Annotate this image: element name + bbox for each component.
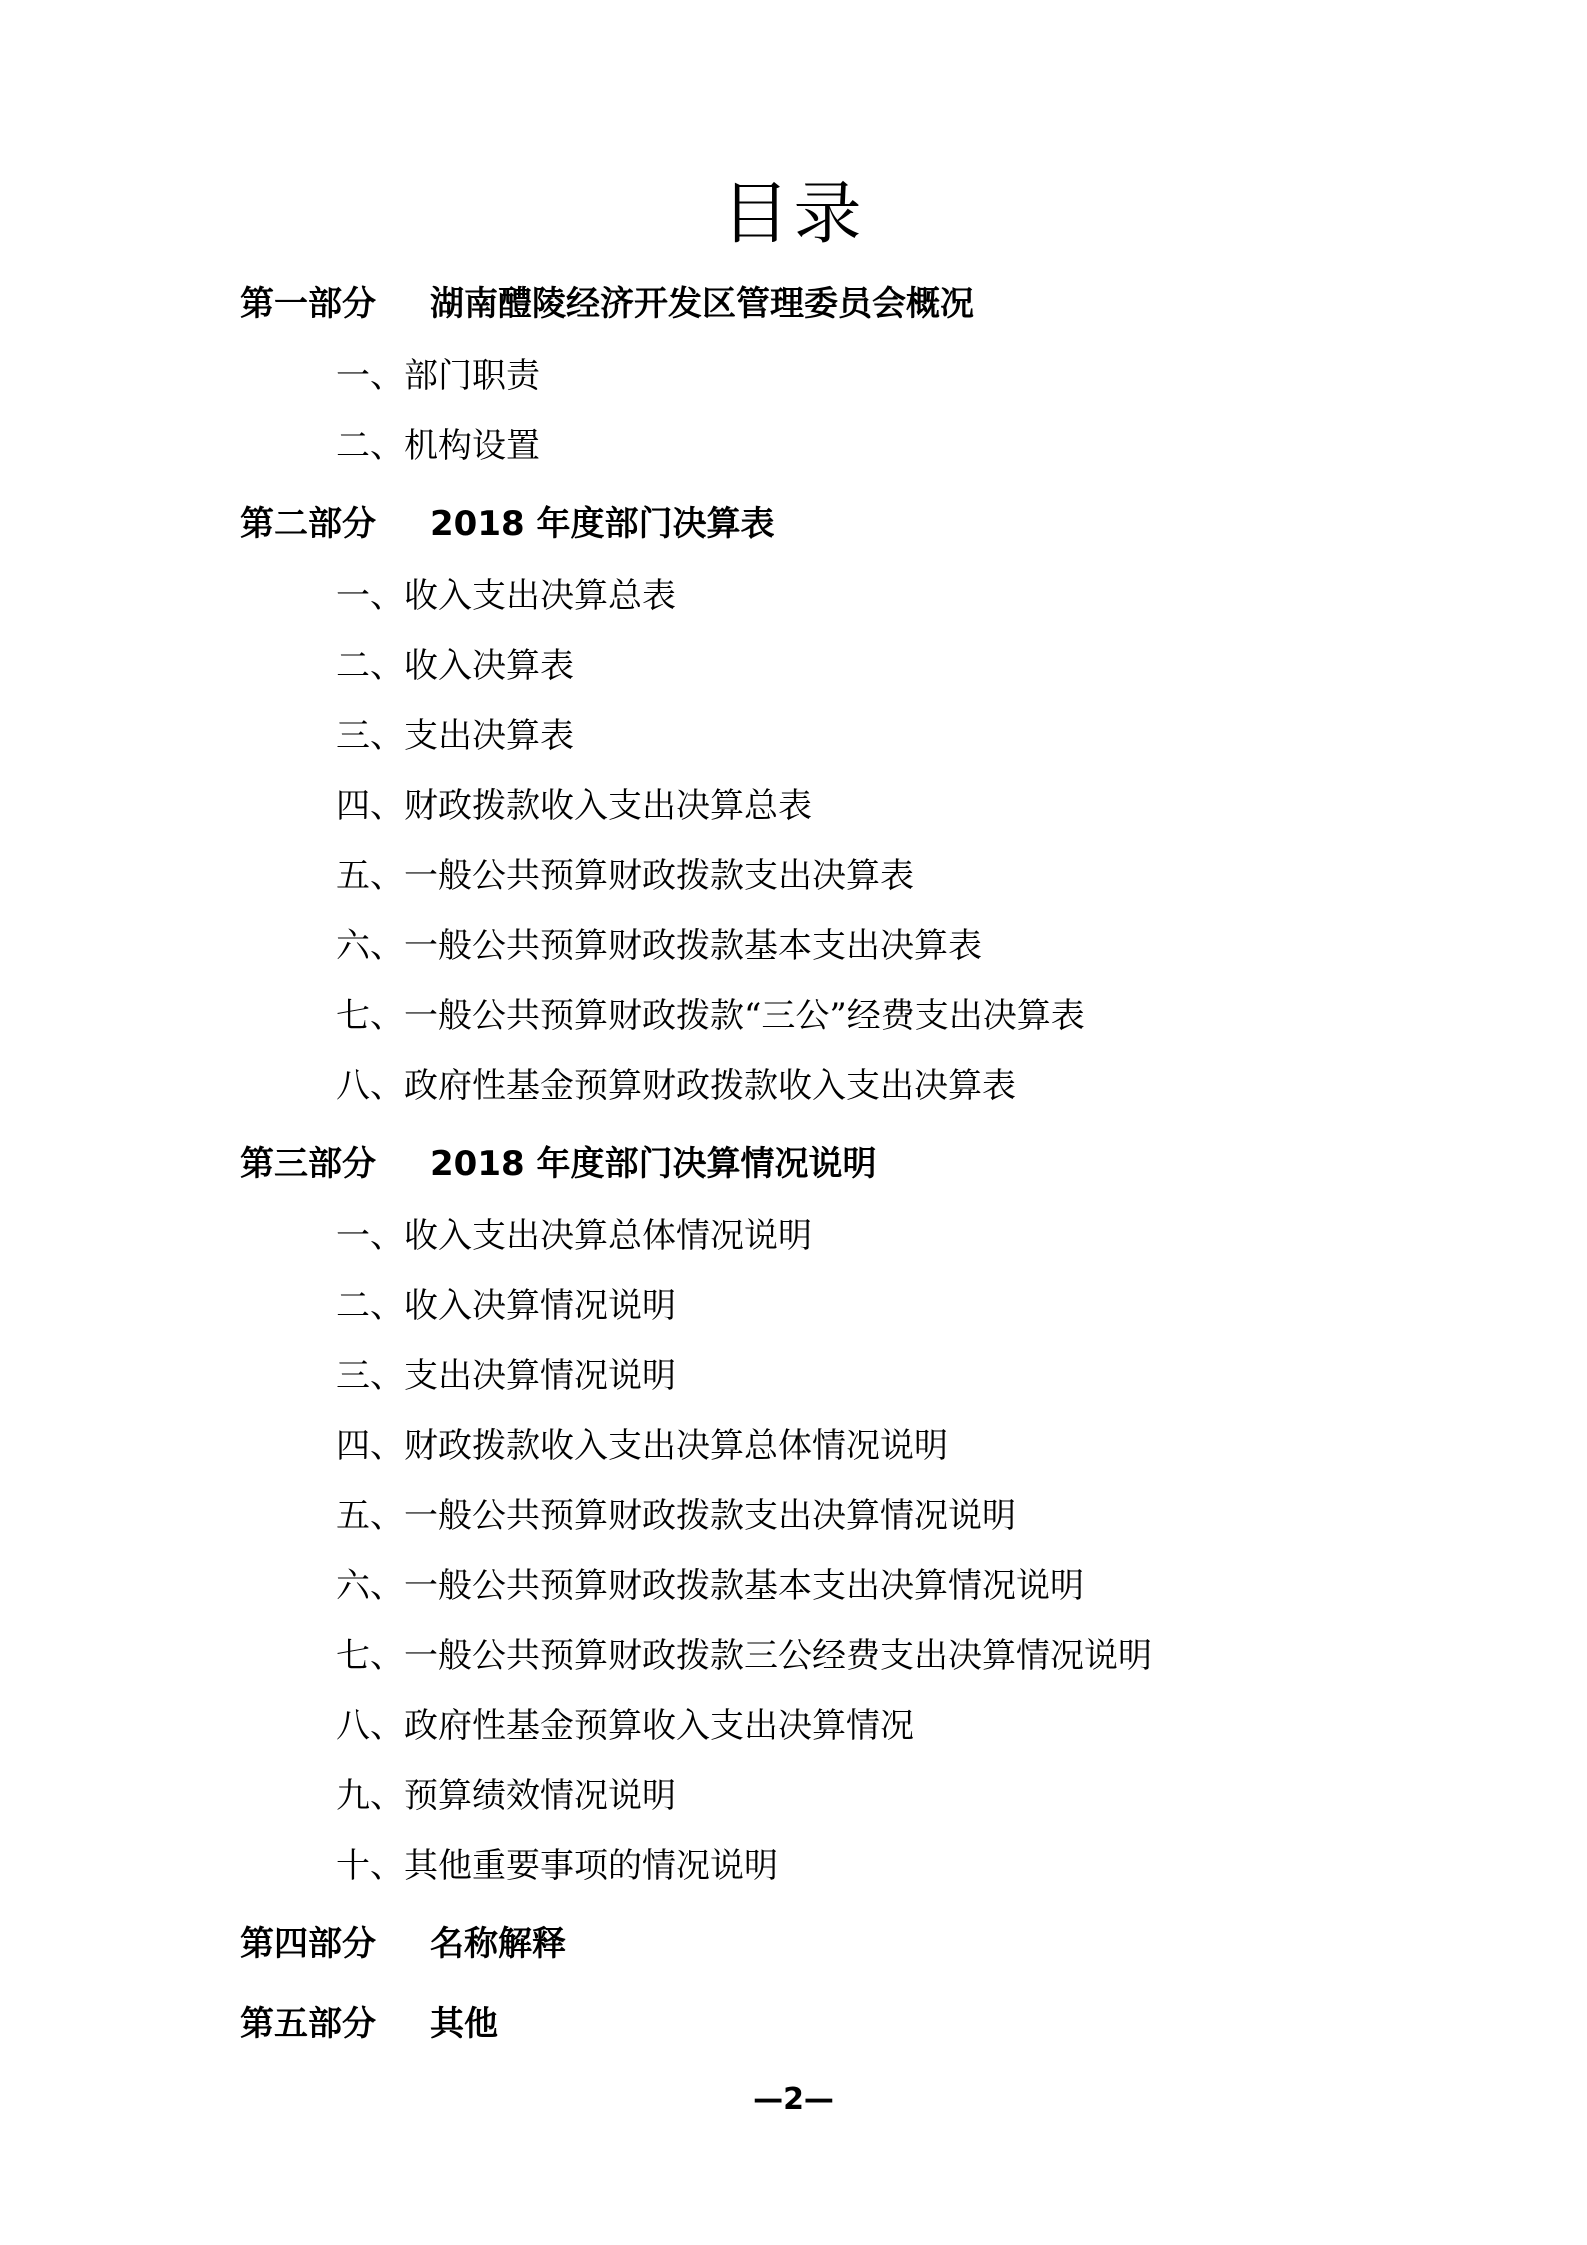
page-title: 目录	[721, 175, 866, 254]
section-label: 第五部分	[240, 2004, 376, 2044]
toc-item: 五、一般公共预算财政拨款支出决算表	[336, 856, 914, 896]
toc-item: 四、财政拨款收入支出决算总表	[336, 786, 812, 826]
toc-section-part3	[240, 1142, 876, 1186]
toc-item: 三、支出决算情况说明	[336, 1356, 676, 1396]
section-title: 名称解释	[430, 1924, 566, 1964]
toc-item: 五、一般公共预算财政拨款支出决算情况说明	[336, 1496, 1016, 1536]
section-title: 2018 年度部门决算表	[430, 504, 775, 544]
toc-section-part5	[240, 2002, 498, 2046]
section-title: 湖南醴陵经济开发区管理委员会概况	[430, 284, 974, 324]
section-label: 第一部分	[240, 284, 376, 324]
page-number: —2—	[753, 2082, 834, 2117]
toc-section-part4	[240, 1922, 566, 1966]
toc-item: 九、预算绩效情况说明	[336, 1776, 676, 1816]
toc-item: 七、一般公共预算财政拨款“三公”经费支出决算表	[336, 996, 1085, 1036]
section-label: 第二部分	[240, 504, 376, 544]
toc-item: 六、一般公共预算财政拨款基本支出决算情况说明	[336, 1566, 1084, 1606]
toc-item: 八、政府性基金预算财政拨款收入支出决算表	[336, 1066, 1016, 1106]
toc-section-part1	[240, 282, 974, 326]
toc-section-part2	[240, 502, 774, 546]
toc-item: 一、收入支出决算总表	[336, 576, 676, 616]
toc-item: 八、政府性基金预算收入支出决算情况	[336, 1706, 914, 1746]
toc-item: 六、一般公共预算财政拨款基本支出决算表	[336, 926, 982, 966]
toc-item: 三、支出决算表	[336, 716, 574, 756]
toc-item: 四、财政拨款收入支出决算总体情况说明	[336, 1426, 948, 1466]
toc-item: 七、一般公共预算财政拨款三公经费支出决算情况说明	[336, 1636, 1152, 1676]
toc-item: 十、其他重要事项的情况说明	[336, 1846, 778, 1886]
toc-item: 二、收入决算情况说明	[336, 1286, 676, 1326]
toc-item: 二、机构设置	[336, 426, 540, 466]
toc-item: 一、收入支出决算总体情况说明	[336, 1216, 812, 1256]
section-label: 第三部分	[240, 1144, 376, 1184]
section-label: 第四部分	[240, 1924, 376, 1964]
section-title: 2018 年度部门决算情况说明	[430, 1144, 877, 1184]
section-title: 其他	[430, 2004, 498, 2044]
toc-item: 二、收入决算表	[336, 646, 574, 686]
toc-item: 一、部门职责	[336, 356, 540, 396]
